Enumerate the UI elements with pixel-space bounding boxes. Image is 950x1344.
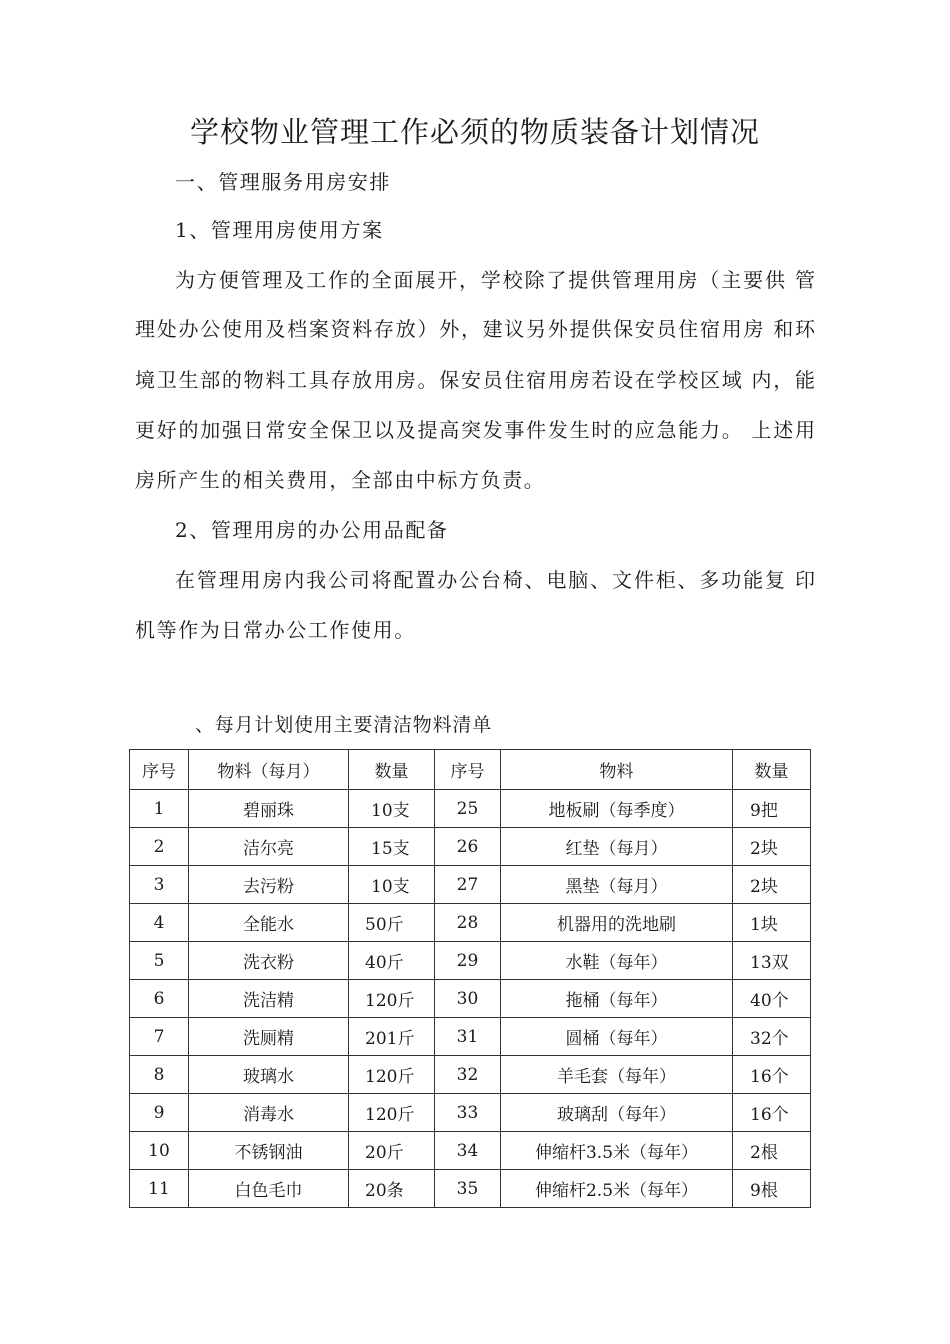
cell-quantity: 20条 bbox=[349, 1170, 435, 1208]
cell-material: 洁尔亮 bbox=[189, 828, 349, 866]
header-quantity-2: 数量 bbox=[733, 750, 811, 790]
table-row bbox=[130, 904, 811, 942]
cell-material-2: 伸缩杆2.5米（每年） bbox=[501, 1170, 733, 1208]
cell-quantity-2: 16个 bbox=[733, 1056, 811, 1094]
subsection-heading-2: 2、管理用房的办公用品配备 bbox=[175, 518, 449, 542]
table-row bbox=[130, 1056, 811, 1094]
cell-material: 碧丽珠 bbox=[189, 790, 349, 828]
cell-quantity-2: 2根 bbox=[733, 1132, 811, 1170]
cell-seq-2: 31 bbox=[435, 1018, 501, 1056]
cell-quantity-2: 2块 bbox=[733, 866, 811, 904]
table-row bbox=[130, 1132, 811, 1170]
header-material: 物料 bbox=[501, 750, 733, 790]
header-quantity: 数量 bbox=[349, 750, 435, 790]
cell-quantity-2: 2块 bbox=[733, 828, 811, 866]
cell-material: 洗衣粉 bbox=[189, 942, 349, 980]
cell-material-2: 黑垫（每月） bbox=[501, 866, 733, 904]
cell-seq-2: 29 bbox=[435, 942, 501, 980]
cell-material-2: 圆桶（每年） bbox=[501, 1018, 733, 1056]
cell-quantity: 20斤 bbox=[349, 1132, 435, 1170]
cell-seq: 10 bbox=[130, 1132, 189, 1170]
table-row bbox=[130, 980, 811, 1018]
cell-seq-2: 32 bbox=[435, 1056, 501, 1094]
cell-material-2: 伸缩杆3.5米（每年） bbox=[501, 1132, 733, 1170]
cleaning-materials-table bbox=[129, 749, 811, 1208]
cell-seq: 1 bbox=[130, 790, 189, 828]
cell-quantity: 120斤 bbox=[349, 1056, 435, 1094]
header-seq-2: 序号 bbox=[435, 750, 501, 790]
paragraph-line: 房所产生的相关费用，全部由中标方负责。 bbox=[135, 468, 546, 492]
cell-material-2: 拖桶（每年） bbox=[501, 980, 733, 1018]
cell-quantity: 15支 bbox=[349, 828, 435, 866]
cell-quantity: 120斤 bbox=[349, 1094, 435, 1132]
table-caption: 、每月计划使用主要清洁物料清单 bbox=[195, 714, 493, 736]
page-title: 学校物业管理工作必须的物质装备计划情况 bbox=[189, 115, 760, 149]
cell-seq: 4 bbox=[130, 904, 189, 942]
cell-seq: 2 bbox=[130, 828, 189, 866]
cell-seq-2: 35 bbox=[435, 1170, 501, 1208]
cell-seq-2: 28 bbox=[435, 904, 501, 942]
cell-seq-2: 34 bbox=[435, 1132, 501, 1170]
cell-quantity-2: 13双 bbox=[733, 942, 811, 980]
paragraph-line: 在管理用房内我公司将配置办公台椅、电脑、文件柜、多功能复 印 bbox=[175, 568, 815, 592]
cell-quantity-2: 32个 bbox=[733, 1018, 811, 1056]
table-header-row bbox=[130, 750, 811, 790]
cell-material: 去污粉 bbox=[189, 866, 349, 904]
paragraph-line: 境卫生部的物料工具存放用房。保安员住宿用房若设在学校区域 内，能 bbox=[135, 368, 815, 392]
cell-quantity-2: 40个 bbox=[733, 980, 811, 1018]
cell-seq-2: 25 bbox=[435, 790, 501, 828]
cell-material: 洗厕精 bbox=[189, 1018, 349, 1056]
cell-material-2: 地板刷（每季度） bbox=[501, 790, 733, 828]
cell-quantity: 40斤 bbox=[349, 942, 435, 980]
cell-quantity: 10支 bbox=[349, 790, 435, 828]
cell-seq-2: 30 bbox=[435, 980, 501, 1018]
header-material-monthly: 物料（每月） bbox=[189, 750, 349, 790]
table-row bbox=[130, 1018, 811, 1056]
cell-material: 白色毛巾 bbox=[189, 1170, 349, 1208]
cell-seq: 11 bbox=[130, 1170, 189, 1208]
cell-seq: 9 bbox=[130, 1094, 189, 1132]
cell-material: 不锈钢油 bbox=[189, 1132, 349, 1170]
table-row bbox=[130, 866, 811, 904]
cell-quantity: 50斤 bbox=[349, 904, 435, 942]
table-row bbox=[130, 790, 811, 828]
cell-quantity-2: 1块 bbox=[733, 904, 811, 942]
cell-material: 洗洁精 bbox=[189, 980, 349, 1018]
cell-seq-2: 27 bbox=[435, 866, 501, 904]
cell-material: 全能水 bbox=[189, 904, 349, 942]
cell-seq: 5 bbox=[130, 942, 189, 980]
cell-quantity: 10支 bbox=[349, 866, 435, 904]
cell-material-2: 红垫（每月） bbox=[501, 828, 733, 866]
cell-quantity-2: 9根 bbox=[733, 1170, 811, 1208]
paragraph-line: 机等作为日常办公工作使用。 bbox=[135, 618, 416, 642]
cell-seq: 6 bbox=[130, 980, 189, 1018]
cell-seq-2: 26 bbox=[435, 828, 501, 866]
table-row bbox=[130, 1094, 811, 1132]
subsection-heading-1: 1、管理用房使用方案 bbox=[175, 218, 384, 242]
paragraph-line: 为方便管理及工作的全面展开，学校除了提供管理用房（主要供 管 bbox=[175, 268, 815, 292]
cell-seq: 3 bbox=[130, 866, 189, 904]
cell-material-2: 羊毛套（每年） bbox=[501, 1056, 733, 1094]
cell-seq: 7 bbox=[130, 1018, 189, 1056]
paragraph-line: 理处办公使用及档案资料存放）外，建议另外提供保安员住宿用房 和环 bbox=[135, 317, 815, 341]
cell-quantity: 201斤 bbox=[349, 1018, 435, 1056]
section-heading: 一、管理服务用房安排 bbox=[175, 170, 391, 194]
cell-material-2: 水鞋（每年） bbox=[501, 942, 733, 980]
table-row bbox=[130, 1170, 811, 1208]
table-row bbox=[130, 942, 811, 980]
cell-material: 玻璃水 bbox=[189, 1056, 349, 1094]
header-seq: 序号 bbox=[130, 750, 189, 790]
table-row bbox=[130, 828, 811, 866]
cell-seq: 8 bbox=[130, 1056, 189, 1094]
cell-quantity-2: 9把 bbox=[733, 790, 811, 828]
cell-material-2: 机器用的洗地刷 bbox=[501, 904, 733, 942]
cell-quantity: 120斤 bbox=[349, 980, 435, 1018]
cell-quantity-2: 16个 bbox=[733, 1094, 811, 1132]
cell-material: 消毒水 bbox=[189, 1094, 349, 1132]
cell-material-2: 玻璃刮（每年） bbox=[501, 1094, 733, 1132]
paragraph-line: 更好的加强日常安全保卫以及提高突发事件发生时的应急能力。 上述用 bbox=[135, 418, 815, 442]
cell-seq-2: 33 bbox=[435, 1094, 501, 1132]
